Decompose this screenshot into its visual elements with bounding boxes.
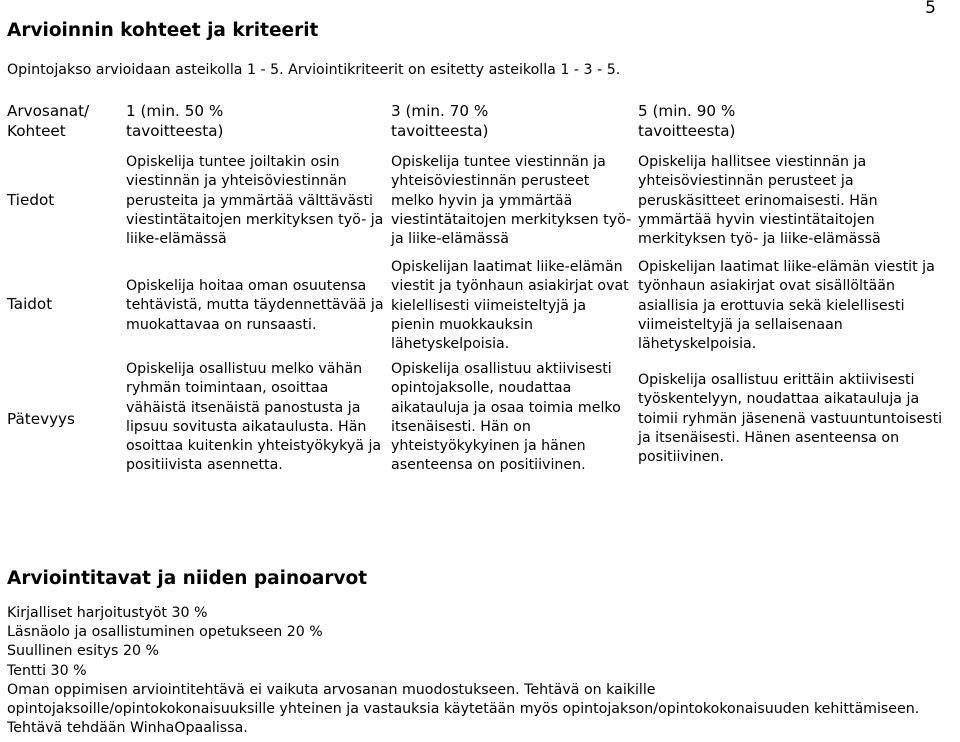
cell-line: lähetyskelpoisia. bbox=[391, 336, 510, 353]
cell-line: viestintätaitojen merkityksen työ- ja bbox=[126, 211, 384, 228]
cell-grade-5 bbox=[638, 371, 950, 467]
cell-line: opintojaksolle, noudattaa bbox=[391, 380, 572, 397]
header-text: 3 (min. 70 % bbox=[391, 102, 489, 120]
header-grades-targets bbox=[7, 101, 117, 141]
cell-line: Opiskelija hallitsee viestinnän ja bbox=[638, 154, 867, 170]
cell-line: viimeisteltyjä ja sellaisenaan bbox=[638, 316, 843, 333]
cell-line: ja liike-elämässä bbox=[391, 231, 509, 248]
header-text: tavoitteesta) bbox=[638, 122, 736, 140]
header-grade-1 bbox=[126, 101, 388, 141]
cell-line: viestit ja työnhaun asiakirjat ovat bbox=[391, 278, 629, 295]
cell-line: yhteisöviestinnän perusteet bbox=[391, 173, 590, 190]
cell-line: Opiskelija osallistuu melko vähän bbox=[126, 361, 363, 377]
header-text: Arvosanat/ bbox=[7, 102, 90, 120]
cell-line: Opiskelija hoitaa oman osuutensa bbox=[126, 278, 367, 294]
method-line: Suullinen esitys 20 % bbox=[7, 643, 160, 660]
cell-line: muokattavaa on runsaasti. bbox=[126, 316, 317, 333]
section-title-criteria: Arvioinnin kohteet ja kriteerit bbox=[7, 20, 319, 41]
intro-text: Opintojakso arvioidaan asteikolla 1 - 5. Arviointikriteerit on esitetty asteikolla 1 - 3 - 5. bbox=[7, 62, 621, 78]
cell-grade-5 bbox=[638, 258, 950, 354]
header-text: tavoitteesta) bbox=[126, 122, 224, 140]
cell-line: osoittaa kuitenkin yhteistyökykyä ja bbox=[126, 438, 382, 455]
cell-line: itsenäisesti. Hän on bbox=[391, 418, 531, 435]
cell-line: peruskäsitteet erinomaisesti. Hän bbox=[638, 192, 878, 209]
row-label: Pätevyys bbox=[7, 410, 75, 428]
cell-line: lähetyskelpoisia. bbox=[638, 336, 757, 353]
cell-line: merkityksen työ- ja liike-elämässä bbox=[638, 231, 881, 248]
cell-line: kielellisesti viimeisteltyjä ja bbox=[391, 297, 587, 314]
cell-line: positiivista asennetta. bbox=[126, 457, 283, 474]
cell-grade-5 bbox=[638, 153, 950, 249]
cell-line: tehtävistä, mutta täydennettävää ja bbox=[126, 297, 384, 314]
page-number: 5 bbox=[925, 0, 936, 18]
method-line: Tehtävä tehdään WinhaOpaalissa. bbox=[7, 720, 248, 737]
cell-line: asenteensa on positiivinen. bbox=[391, 457, 586, 474]
cell-line: toimii ryhmän jäsenenä vastuuntuntoisesti bbox=[638, 410, 943, 427]
cell-line: työskentelyyn, noudattaa aikatauluja ja bbox=[638, 391, 920, 408]
cell-line: työnhaun asiakirjat ovat sisällöltään bbox=[638, 278, 895, 295]
cell-grade-1 bbox=[126, 153, 388, 249]
cell-line: vähäistä itsenäistä panostusta ja bbox=[126, 399, 361, 416]
cell-line: asiallisia ja erottuvia sekä kielellisesti bbox=[638, 297, 905, 314]
cell-line: melko hyvin ja ymmärtää bbox=[391, 192, 573, 209]
method-line: opintojaksoille/opintokokonaisuuksille yhteinen ja vastauksia käytetään myös opintojakson/opintokokonaisuuden kehittämiseen. bbox=[7, 701, 920, 718]
cell-line: positiivinen. bbox=[638, 449, 725, 466]
header-text: 1 (min. 50 % bbox=[126, 102, 224, 120]
cell-line: Opiskelija osallistuu aktiivisesti bbox=[391, 361, 612, 377]
cell-line: perusteita ja ymmärtää välttävästi bbox=[126, 192, 373, 209]
cell-line: ja itsenäisesti. Hänen asenteensa on bbox=[638, 429, 900, 446]
cell-line: lipsuu sovitusta aikataulusta. Hän bbox=[126, 418, 367, 435]
cell-line: pienin muokkauksin bbox=[391, 316, 534, 333]
cell-grade-3 bbox=[391, 258, 641, 354]
header-text: 5 (min. 90 % bbox=[638, 102, 736, 120]
cell-line: Opiskelija tuntee viestinnän ja bbox=[391, 154, 606, 170]
cell-line: Opiskelija osallistuu erittäin aktiivisesti bbox=[638, 372, 915, 388]
cell-grade-3 bbox=[391, 153, 641, 249]
cell-line: aikatauluja ja osaa toimia melko bbox=[391, 399, 621, 416]
header-text: tavoitteesta) bbox=[391, 122, 489, 140]
cell-line: liike-elämässä bbox=[126, 231, 227, 248]
cell-line: Opiskelijan laatimat liike-elämän viestit ja bbox=[638, 259, 935, 275]
row-label: Taidot bbox=[7, 295, 53, 313]
cell-line: yhteistyökykyinen ja hänen bbox=[391, 438, 586, 455]
methods-list bbox=[7, 604, 952, 738]
header-grade-5 bbox=[638, 101, 950, 141]
cell-line: ymmärtää hyvin viestintätaitojen bbox=[638, 211, 875, 228]
cell-line: Opiskelija tuntee joiltakin osin bbox=[126, 154, 340, 170]
cell-line: yhteisöviestinnän perusteet ja bbox=[638, 173, 854, 190]
cell-line: ryhmän toimintaan, osoittaa bbox=[126, 380, 329, 397]
method-line: Oman oppimisen arviointitehtävä ei vaikuta arvosanan muodostukseen. Tehtävä on kaikille bbox=[7, 681, 656, 698]
method-line: Tentti 30 % bbox=[7, 662, 87, 679]
cell-line: viestinnän ja yhteisöviestinnän bbox=[126, 173, 347, 190]
header-grade-3 bbox=[391, 101, 641, 141]
cell-line: viestintätaitojen merkityksen työ- bbox=[391, 211, 632, 228]
cell-grade-3 bbox=[391, 360, 641, 476]
cell-line: Opiskelijan laatimat liike-elämän bbox=[391, 259, 623, 275]
method-line: Läsnäolo ja osallistuminen opetukseen 20 % bbox=[7, 624, 323, 641]
header-text: Kohteet bbox=[7, 122, 66, 140]
method-line: Kirjalliset harjoitustyöt 30 % bbox=[7, 605, 208, 621]
section-title-methods: Arviointitavat ja niiden painoarvot bbox=[7, 568, 368, 589]
cell-grade-1 bbox=[126, 277, 388, 335]
row-label: Tiedot bbox=[7, 191, 55, 209]
cell-grade-1 bbox=[126, 360, 388, 476]
